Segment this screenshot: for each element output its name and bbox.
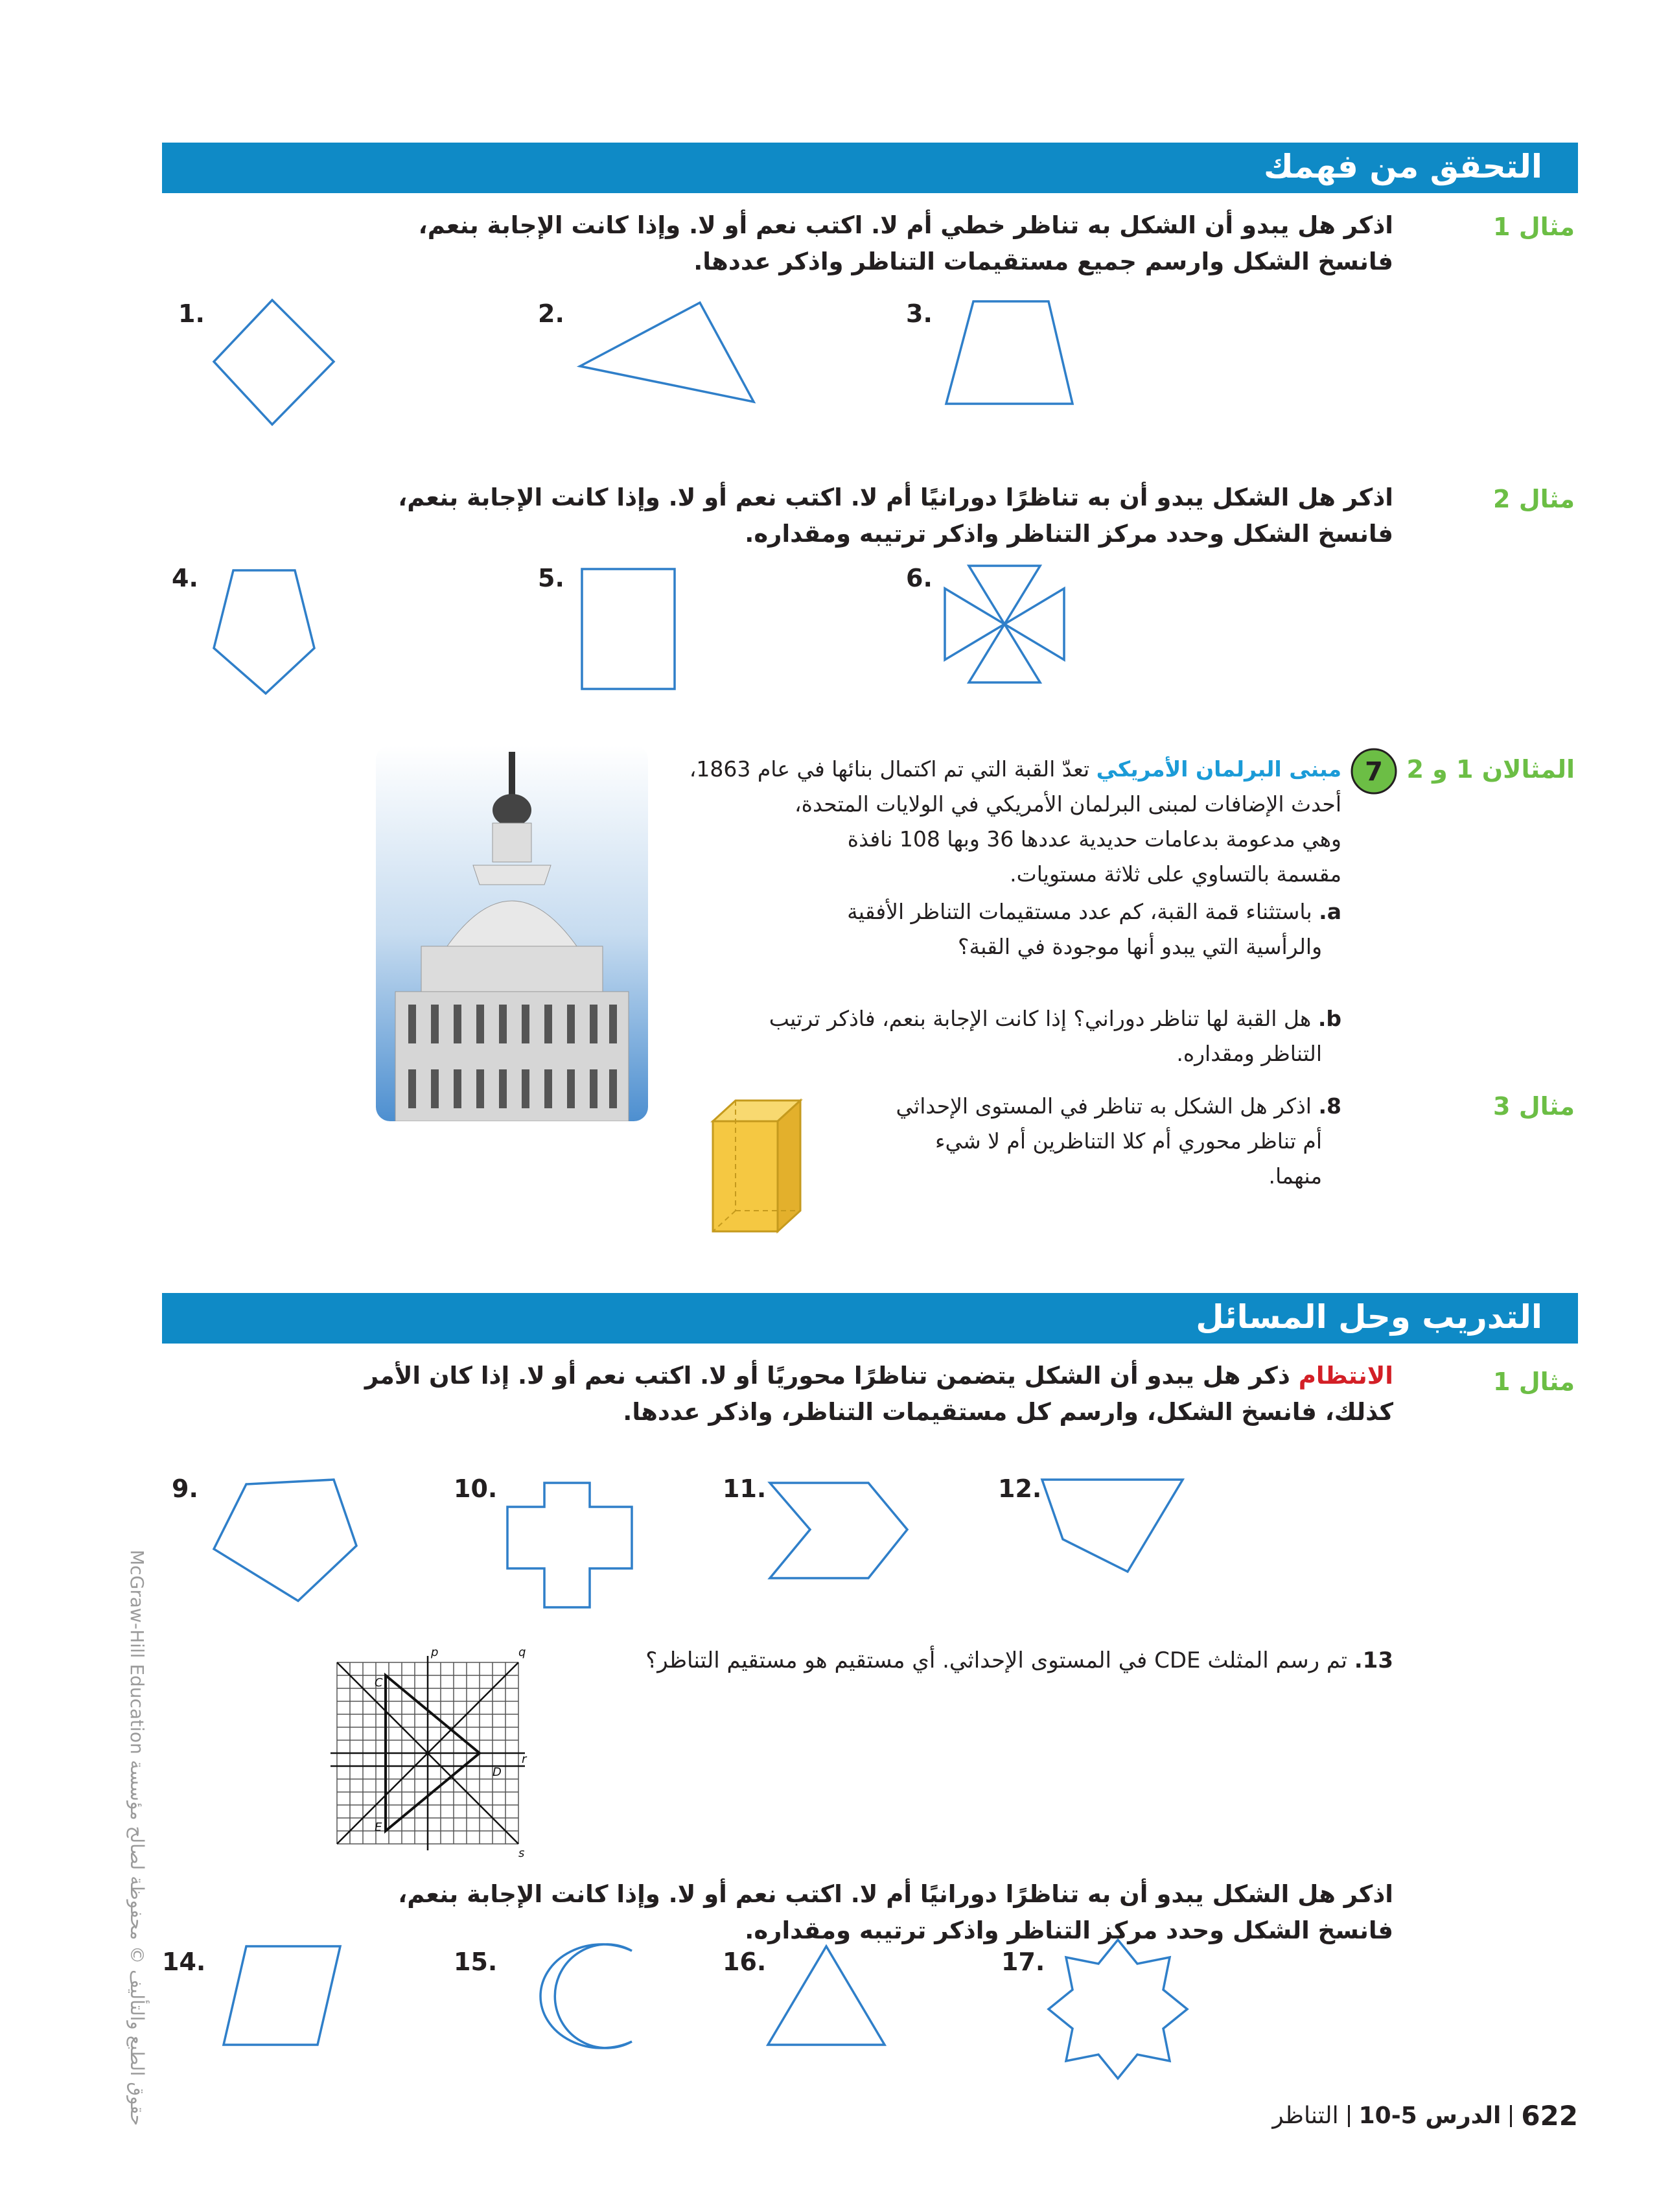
text-line: باستثناء قمة القبة، كم عدد مستقيمات التناظر الأفقية (847, 899, 1312, 924)
keyword-regularity: الانتظام (1298, 1362, 1393, 1390)
example-label-1-2: المثالان 1 و 2 (1406, 755, 1575, 784)
item-number: 15. (454, 1948, 498, 1976)
example-label-2: مثال 2 (1493, 485, 1575, 513)
text-line: التناظر ومقداره. (1176, 1041, 1322, 1066)
graph-label-q: q (518, 1646, 526, 1659)
trapezoid-shape (940, 295, 1082, 412)
item-number: 17. (1001, 1948, 1045, 1976)
text-line: والرأسية التي يبدو أنها موجودة في القبة؟ (958, 934, 1322, 959)
quadrilateral-shape (1037, 1474, 1192, 1585)
rectangular-prism (706, 1095, 810, 1238)
parallelogram-shape (217, 1941, 347, 2051)
instruction-line: اذكر هل يبدو أن الشكل به تناظر خطي أم لا. اكتب نعم أو لا. وإذا كانت الإجابة بنعم، (418, 211, 1393, 239)
graph-label-s: s (518, 1846, 525, 1860)
equilateral-triangle-shape (761, 1941, 891, 2051)
instruction-line: فانسخ الشكل وحدد مركز التناظر واذكر ترتيبه ومقداره. (745, 1916, 1393, 1944)
item-number: 14. (162, 1948, 206, 1976)
instruction-rotational-symmetry-2 (292, 1876, 1393, 1949)
section-title: التدريب وحل المسائل (1189, 1298, 1549, 1336)
instruction-line: ذكر هل يبدو أن الشكل يتضمن تناظرًا محوريًا أو لا. اكتب نعم أو لا. إذا كان الأمر (364, 1362, 1290, 1390)
graph-label-r: r (522, 1752, 527, 1766)
example-label-1: مثال 1 (1493, 213, 1575, 241)
chevron-shape (765, 1478, 920, 1588)
item-number: 3. (906, 299, 933, 328)
cross-shape (502, 1478, 645, 1620)
item-number: 16. (723, 1948, 767, 1976)
irregular-pentagon-shape (207, 1474, 363, 1611)
part-label: a. (1319, 899, 1341, 924)
text-line: أم تناظر محوري أم كلا التناظرين أم لا شيء (934, 1128, 1322, 1154)
item-number: 9. (172, 1474, 198, 1503)
item-number: 12. (998, 1474, 1042, 1503)
question-number: 8. (1318, 1093, 1341, 1119)
example-label-1: مثال 1 (1493, 1368, 1575, 1396)
instruction-line: اذكر هل الشكل يبدو أن به تناظرًا دورانيًا أم لا. اكتب نعم أو لا. وإذا كانت الإجابة بنعم، (398, 1880, 1393, 1908)
text-line: منهما. (1268, 1163, 1322, 1189)
footer-divider (1348, 2105, 1350, 2127)
instruction-line: كذلك، فانسخ الشكل، وارسم كل مستقيمات التناظر، واذكر عددها. (623, 1398, 1393, 1426)
item-number: 4. (172, 564, 198, 592)
text-line: اذكر هل الشكل به تناظر في المستوى الإحداثي (896, 1093, 1312, 1119)
question-7-body (661, 752, 1341, 892)
copyright-side-text: حقوق الطبع والتأليف © محفوظة لصالح مؤسسة McGraw-Hill Education (126, 1550, 148, 2126)
graph-label-p: p (431, 1646, 439, 1659)
rectangle-shape (577, 564, 680, 693)
instruction-line: فانسخ الشكل وارسم جميع مستقيمات التناظر واذكر عددها. (693, 248, 1393, 275)
question-7-title: مبنى البرلمان الأمريكي (1096, 756, 1341, 782)
question-7a (661, 894, 1341, 964)
text-line: أحدث الإضافات لمبنى البرلمان الأمريكي في الولايات المتحدة، (795, 791, 1341, 817)
pentagon-shape (207, 564, 324, 700)
coordinate-grid-graph (331, 1646, 538, 1860)
text-line: مقسمة بالتساوي على ثلاثة مستويات. (1010, 861, 1341, 887)
pinwheel-shape (940, 561, 1069, 690)
eight-point-star-shape (1043, 1935, 1192, 2084)
item-number: 11. (723, 1474, 767, 1503)
question-7-badge (1348, 745, 1400, 797)
question-number: 13. (1354, 1647, 1393, 1673)
instruction-rotational-symmetry (292, 480, 1393, 552)
section-header-check-understanding (162, 143, 1578, 193)
item-number: 6. (906, 564, 933, 592)
instruction-line: اذكر هل الشكل يبدو أن به تناظرًا دورانيًا أم لا. اكتب نعم أو لا. وإذا كانت الإجابة بنعم، (398, 483, 1393, 511)
item-number: 2. (538, 299, 564, 328)
crescent-shape (505, 1938, 642, 2055)
graph-label-d: D (493, 1765, 502, 1779)
footer-divider (1510, 2105, 1512, 2127)
page-number: 622 (1521, 2100, 1578, 2132)
diamond-shape (207, 295, 337, 431)
example-label-3: مثال 3 (1493, 1092, 1575, 1121)
instruction-line-symmetry (292, 207, 1393, 280)
graph-label-c: C (375, 1676, 383, 1690)
section-title: التحقق من فهمك (1257, 148, 1549, 185)
item-number: 1. (178, 299, 205, 328)
capitol-dome-photo (376, 745, 648, 1121)
text-line: هل القبة لها تناظر دوراني؟ إذا كانت الإجابة بنعم، فاذكر ترتيب (769, 1006, 1312, 1031)
graph-label-e: E (375, 1821, 382, 1834)
item-number: 5. (538, 564, 564, 592)
instruction-regularity (162, 1358, 1393, 1430)
lesson-topic: التناظر (1272, 2102, 1339, 2129)
item-number: 10. (454, 1474, 498, 1503)
instruction-line: فانسخ الشكل وحدد مركز التناظر واذكر ترتيبه ومقداره. (745, 520, 1393, 548)
question-number: 7 (1365, 757, 1383, 787)
section-header-practice (162, 1293, 1578, 1344)
footer (1272, 2100, 1578, 2132)
lesson-label: الدرس 5-10 (1358, 2102, 1502, 2129)
text-line: تم رسم المثلث CDE في المستوى الإحداثي. أي مستقيم هو مستقيم التناظر؟ (645, 1647, 1347, 1673)
text-line: وهي مدعومة بدعامات حديدية عددها 36 وبها 108 نافذة (847, 826, 1341, 852)
question-7b (661, 1001, 1341, 1071)
part-label: b. (1317, 1006, 1341, 1031)
question-13 (551, 1643, 1393, 1678)
triangle-shape (574, 295, 761, 412)
question-8 (823, 1089, 1341, 1194)
text-line: تعدّ القبة التي تم اكتمال بنائها في عام 1863، (689, 756, 1090, 782)
